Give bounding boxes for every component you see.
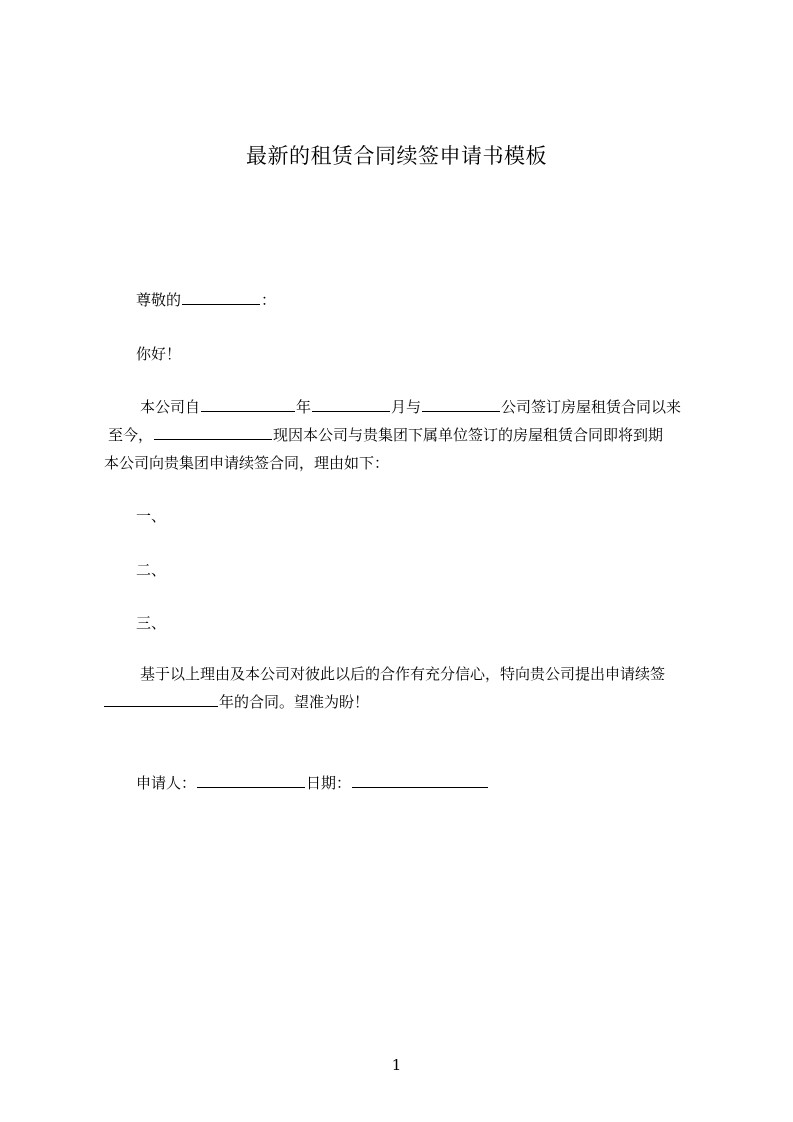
body-line-1-text-1: 本公司自 bbox=[140, 398, 201, 416]
body-line-2-text-2: 现因本公司与贵集团下属单位签订的房屋租赁合同即将到期 bbox=[273, 426, 664, 444]
closing-line-2 bbox=[104, 691, 369, 713]
reason-item-1: 一、 bbox=[136, 507, 167, 525]
date-label: 日期： bbox=[306, 774, 352, 792]
applicant-label: 申请人： bbox=[136, 774, 197, 792]
body-line-1 bbox=[140, 396, 681, 418]
page-number: 1 bbox=[391, 1056, 402, 1074]
body-line-2-text-1: 至今， bbox=[108, 426, 154, 444]
salutation-prefix: 尊敬的 bbox=[136, 291, 182, 309]
body-line-1-text-4: 公司签订房屋租赁合同以来 bbox=[501, 398, 682, 416]
reason-item-3: 三、 bbox=[136, 614, 167, 632]
body-line-1-text-3: 月与 bbox=[391, 398, 422, 416]
start-month-blank bbox=[312, 397, 390, 412]
start-year-blank bbox=[201, 397, 295, 412]
document-title: 最新的租赁合同续签申请书模板 bbox=[246, 144, 547, 168]
greeting-line: 你好！ bbox=[136, 345, 182, 363]
salutation-suffix: ： bbox=[261, 291, 277, 309]
body-line-2 bbox=[108, 424, 663, 446]
body-line-3: 本公司向贵集团申请续签合同，理由如下： bbox=[104, 454, 390, 472]
company-name-blank bbox=[422, 397, 500, 412]
renewal-years-blank bbox=[104, 692, 218, 707]
recipient-blank bbox=[182, 290, 260, 305]
closing-line-2-text: 年的合同。望准为盼！ bbox=[219, 693, 370, 711]
salutation-line bbox=[136, 289, 276, 311]
applicant-blank bbox=[197, 773, 305, 788]
duration-blank bbox=[154, 425, 272, 440]
closing-line-1: 基于以上理由及本公司对彼此以后的合作有充分信心，特向贵公司提出申请续签 bbox=[140, 665, 666, 683]
date-blank bbox=[352, 773, 488, 788]
signature-line bbox=[136, 772, 489, 794]
body-line-1-text-2: 年 bbox=[296, 398, 312, 416]
reason-item-2: 二、 bbox=[136, 561, 167, 579]
